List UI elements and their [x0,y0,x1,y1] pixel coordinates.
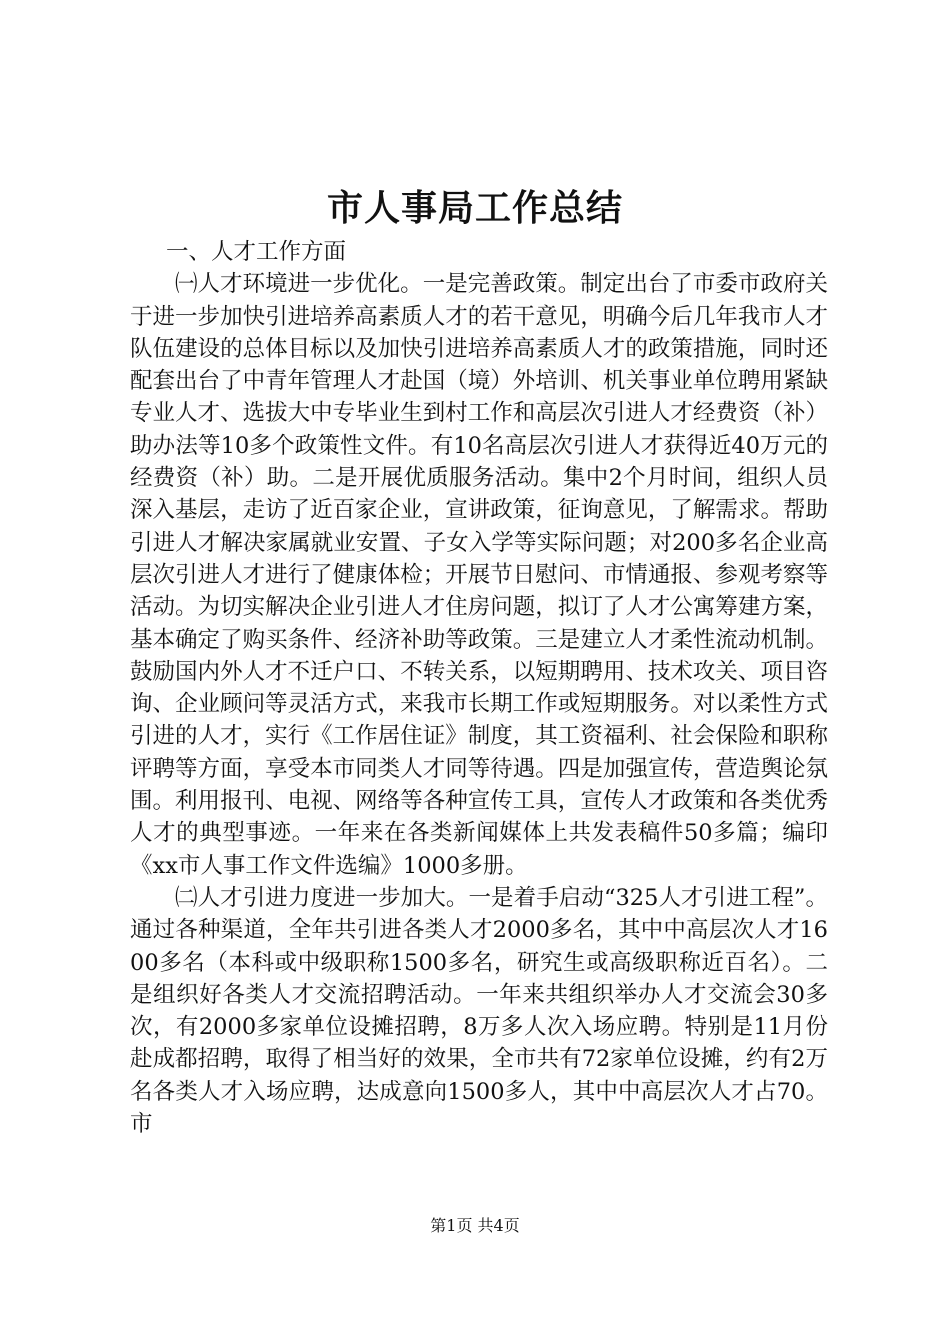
paragraph-talent-environment: ㈠人才环境进一步优化。一是完善政策。制定出台了市委市政府关于进一步加快引进培养高素质人才的若干意见，明确今后几年我市人才队伍建设的总体目标以及加快引进培养高素质人才的政策措施，同时还配套出台了中青年管理人才赴国（境）外培训、机关事业单位聘用紧缺专业人才、选拔大中专毕业生到村工作和高层次引进人才经费资（补）助办法等10多个政策性文件。有10名高层次引进人才获得近40万元的经费资（补）助。二是开展优质服务活动。集中2个月时间，组织人员深入基层，走访了近百家企业，宣讲政策，征询意见，了解需求。帮助引进人才解决家属就业安置、子女入学等实际问题；对200多名企业高层次引进人才进行了健康体检；开展节日慰问、市情通报、参观考察等活动。为切实解决企业引进人才住房问题，拟订了人才公寓筹建方案，基本确定了购买条件、经济补助等政策。三是建立人才柔性流动机制。鼓励国内外人才不迁户口、不转关系，以短期聘用、技术攻关、项目咨询、企业顾问等灵活方式，来我市长期工作或短期服务。对以柔性方式引进的人才，实行《工作居住证》制度，其工资福利、社会保险和职称评聘等方面，享受本市同类人才同等待遇。四是加强宣传，营造舆论氛围。利用报刊、电视、网络等各种宣传工具，宣传人才政策和各类优秀人才的典型事迹。一年来在各类新闻媒体上共发表稿件50多篇；编印《xx市人事工作文件选编》1000多册。 [130,271,828,879]
document-body [130,236,828,1140]
paragraph-talent-introduction: ㈡人才引进力度进一步加大。一是着手启动“325人才引进工程”。通过各种渠道，全年共引进各类人才2000多名，其中中高层次人才1600多名（本科或中级职称1500多名，研究生或高级职称近百名）。二是组织好各类人才交流招聘活动。一年来共组织举办人才交流会30多次，有2000多家单位设摊招聘，8万多人次入场应聘。特别是11月份赴成都招聘，取得了相当好的效果，全市共有72家单位设摊，约有2万名各类人才入场应聘，达成意向1500多人，其中中高层次人才占70。市 [130,884,828,1138]
section-heading: 一、人才工作方面 [166,239,347,265]
document-title: 市人事局工作总结 [326,187,623,229]
page-footer: 第1页 共4页 [430,1216,520,1235]
